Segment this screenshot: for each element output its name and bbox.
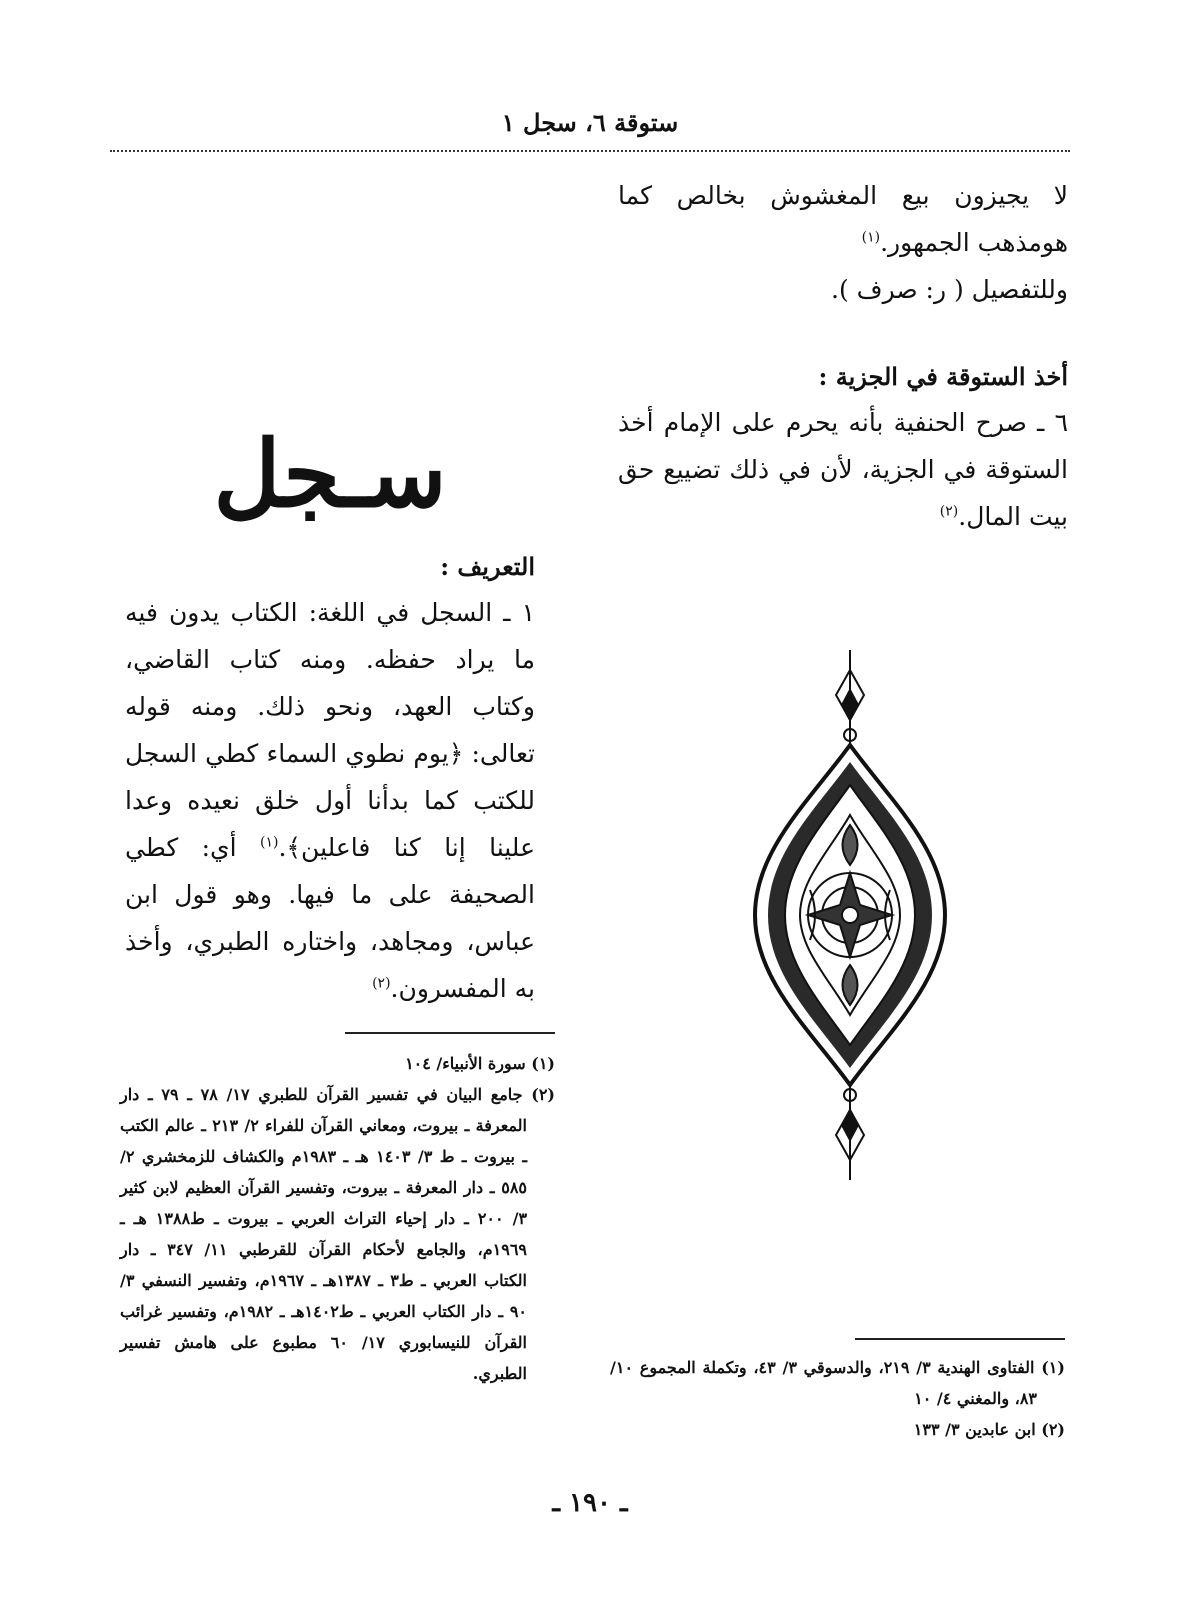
footnote-divider — [345, 1032, 555, 1034]
definition-heading: التعريف : — [440, 552, 535, 581]
footnote: (٢) ابن عابدين ٣/ ١٣٣ — [913, 1420, 1065, 1439]
paragraph-text: لا يجيزون بيع المغشوش بخالص كما هومذهب الجمهور. — [618, 181, 1068, 257]
left-column-text — [125, 545, 535, 1012]
footnote: (٢) جامع البيان في تفسير القرآن للطبري ١٧/ ٧٨ ـ ٧٩ ـ دار المعرفة ـ بيروت، ومعاني القرآن للفراء ٢/ ٢١٣ ـ عالم الكتب ـ بيروت ـ ط ٣/ ١٤٠٣ هـ ـ ١٩٨٣م والكشاف للزمخشري ٢/ ٥٨٥ ـ دار المعرفة ـ بيروت، وتفسير القرآن العظيم لابن كثير ٣/ ٢٠٠ ـ دار إحياء التراث العربي ـ بيروت ـ ط١٣٨٨ هـ ـ ١٩٦٩م، والجامع لأحكام القرآن للقرطبي ١١/ ٣٤٧ ـ دار الكتاب العربي ـ ط٣ ـ ١٣٨٧هـ ـ ١٩٦٧م، وتفسير النسفي ٣/ ٩٠ ـ دار الكتاب العربي ـ ط١٤٠٢هـ ـ ١٩٨٢م، وتفسير غرائب القرآن للنيسابوري ١٧/ ٦٠ مطبوع على هامش تفسير الطبري. — [120, 1085, 555, 1383]
continuation-paragraph — [618, 172, 1068, 266]
page-number: ـ ١٩٠ ـ — [552, 1488, 628, 1518]
section-heading: أخذ الستوقة في الجزية : — [818, 362, 1068, 391]
cross-reference: وللتفصيل ( ر: صرف ). — [831, 275, 1068, 304]
paragraph-text: أي: كطي الصحيفة على ما فيها. وهو قول ابن عباس، ومجاهد، واختاره الطبري، وأخذ به المفسرون. — [125, 833, 535, 1003]
footnotes-right — [610, 1352, 1065, 1445]
numbered-paragraph — [618, 399, 1068, 540]
footnote-marker: (٢) — [372, 975, 391, 992]
arabesque-medallion-icon — [740, 650, 960, 1180]
footnote-divider — [855, 1338, 1065, 1340]
footnote-marker: (١) — [259, 834, 279, 851]
entry-title: سـجل — [213, 420, 447, 528]
footnote-marker: (٢) — [939, 503, 959, 520]
paragraph-text: ٦ ـ صرح الحنفية بأنه يحرم على الإمام أخذ الستوقة في الجزية، لأن في ذلك تضييع حق بيت المال. — [618, 408, 1068, 531]
footnotes-left — [120, 1048, 555, 1389]
footnote-marker: (١) — [861, 229, 881, 246]
definition-paragraph — [125, 589, 535, 1012]
header-divider — [110, 150, 1070, 152]
right-column-text — [618, 172, 1068, 540]
paragraph-text: ١ ـ السجل في اللغة: الكتاب يدون فيه ما يراد حفظه. ومنه كتاب القاضي، وكتاب العهد، ونحو ذلك. ومنه قوله تعالى: ﴿يوم نطوي السماء كطي السجل للكتب كما بدأنا أول خلق نعيده وعدا علينا إنا كنا فاعلين﴾. — [125, 598, 535, 862]
footnote: (١) سورة الأنبياء/ ١٠٤ — [405, 1054, 555, 1073]
footnote: (١) الفتاوى الهندية ٣/ ٢١٩، والدسوقي ٣/ ٤٣، وتكملة المجموع ١٠/ ٨٣، والمغني ٤/ ١٠ — [610, 1358, 1065, 1408]
running-head: ستوقة ٦، سجل ١ — [501, 108, 679, 137]
